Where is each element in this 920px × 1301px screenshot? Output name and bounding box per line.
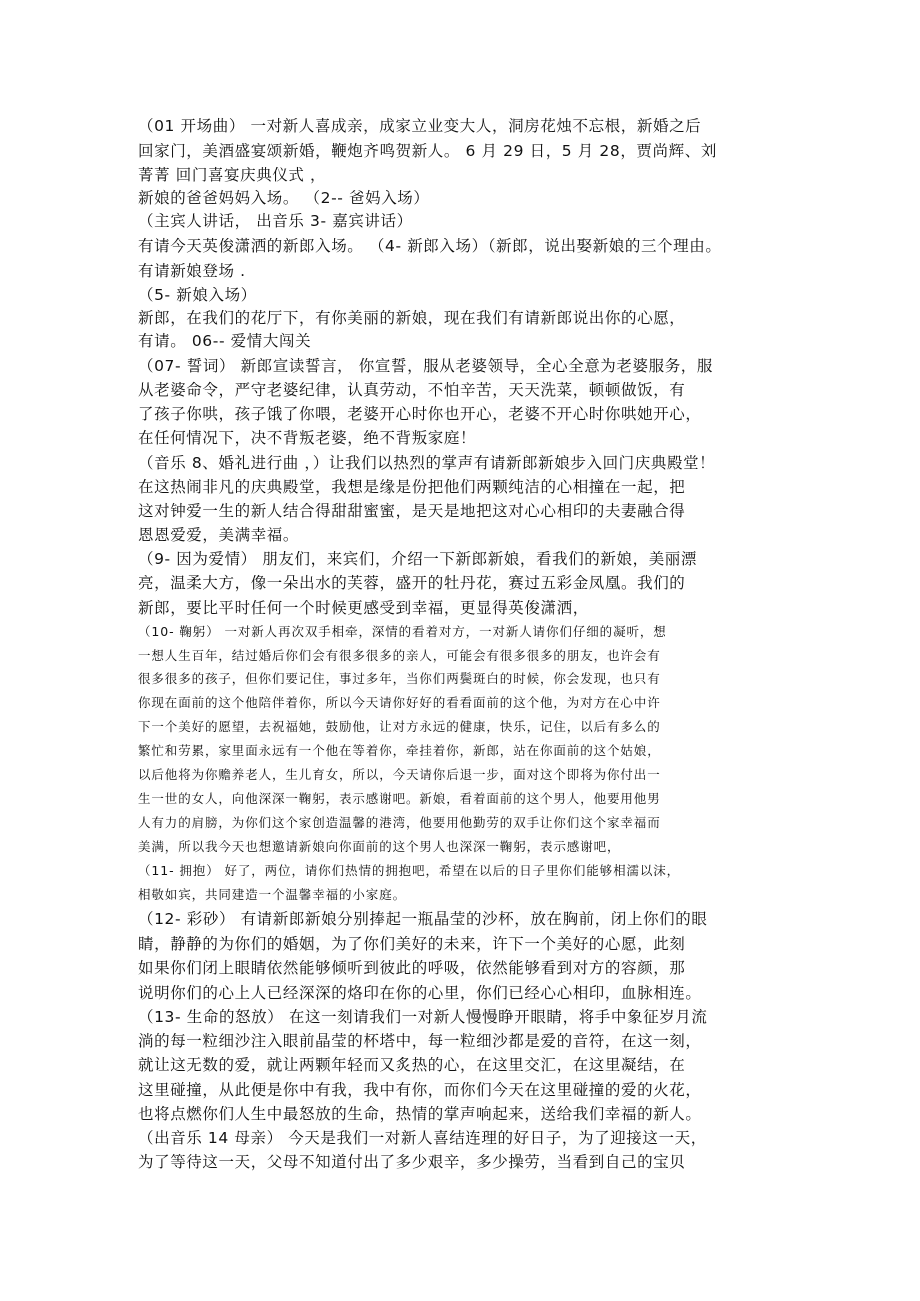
text-line: （01 开场曲） 一对新人喜成亲，成家立业变大人，洞房花烛不忘根，新婚之后	[138, 117, 702, 135]
text-line: 这对钟爱一生的新人结合得甜甜蜜蜜，是天是地把这对心心相印的夫妻融合得	[138, 502, 686, 520]
text-line: 生一世的女人，向他深深一鞠躬，表示感谢吧。新娘，看着面前的这个男人，他要用他男	[138, 791, 661, 806]
text-line: 这里碰撞，从此便是你中有我，我中有你，而你们今天在这里碰撞的爱的火花，	[138, 1081, 702, 1099]
text-line: （07- 誓词） 新郎宣读誓言， 你宣誓，服从老婆领导，全心全意为老婆服务，服	[138, 357, 713, 375]
text-line: 有请今天英俊潇洒的新郎入场。 （4- 新郎入场）（新郎，说出娶新娘的三个理由。	[138, 237, 722, 255]
text-line: （12- 彩砂） 有请新郎新娘分别捧起一瓶晶莹的沙杯，放在胸前，闭上你们的眼	[138, 910, 708, 928]
text-line: 在这热闹非凡的庆典殿堂，我想是缘是份把他们两颗纯洁的心相撞在一起，把	[138, 478, 686, 496]
text-line: 说明你们的心上人已经深深的烙印在你的心里，你们已经心心相印，血脉相连。	[138, 984, 702, 1002]
text-line: 就让这无数的爱，就让两颗年轻而又炙热的心，在这里交汇，在这里凝结，在	[138, 1056, 686, 1074]
text-line: 恩恩爱爱，美满幸福。	[138, 526, 300, 544]
text-line: 为了等待这一天，父母不知道付出了多少艰辛，多少操劳，当看到自己的宝贝	[138, 1153, 686, 1171]
text-line: 繁忙和劳累，家里面永远有一个他在等着你，牵挂着你，新郎，站在你面前的这个姑娘，	[138, 743, 661, 758]
text-line: （11- 拥抱） 好了，两位，请你们热情的拥抱吧，希望在以后的日子里你们能够相濡以沫，	[138, 863, 681, 878]
text-line: 亮，温柔大方，像一朵出水的芙蓉，盛开的牡丹花，赛过五彩金凤凰。我们的	[138, 574, 686, 592]
text-line: 从老婆命令，严守老婆纪律，认真劳动，不怕辛苦，天天洗菜，顿顿做饭，有	[138, 381, 686, 399]
text-line: 也将点燃你们人生中最怒放的生命，热情的掌声响起来，送给我们幸福的新人。	[138, 1105, 702, 1123]
text-line: 睛，静静的为你们的婚姻，为了你们美好的未来，许下一个美好的心愿，此刻	[138, 935, 686, 953]
text-line: 人有力的肩膀，为你们这个家创造温馨的港湾，他要用他勤劳的双手让你们这个家幸福而	[138, 815, 661, 830]
text-line: 美满，所以我今天也想邀请新娘向你面前的这个男人也深深一鞠躬，表示感谢吧，	[138, 839, 621, 854]
text-line: 下一个美好的愿望，去祝福她，鼓励他，让对方永远的健康，快乐，记住，以后有多么的	[138, 719, 661, 734]
text-line: 如果你们闭上眼睛依然能够倾听到彼此的呼吸，依然能够看到对方的容颜，那	[138, 959, 686, 977]
text-line: 一想人生百年，结过婚后你们会有很多很多的亲人，可能会有很多很多的朋友，也许会有	[138, 648, 661, 663]
text-line: 有请新娘登场 .	[138, 262, 246, 280]
text-line: 有请。 06-- 爱情大闯关	[138, 332, 312, 350]
text-line: 以后他将为你赡养老人，生儿育女，所以，今天请你后退一步，面对这个即将为你付出一	[138, 767, 661, 782]
text-line: （出音乐 14 母亲） 今天是我们一对新人喜结连理的好日子，为了迎接这一天，	[138, 1129, 707, 1147]
text-line: （13- 生命的怒放） 在这一刻请我们一对新人慢慢睁开眼睛，将手中象征岁月流	[138, 1008, 708, 1026]
text-line: 相敬如宾，共同建造一个温馨幸福的小家庭。	[138, 887, 407, 902]
text-line: 新娘的爸爸妈妈入场。 （2-- 爸妈入场）	[138, 189, 430, 207]
text-line: 菁菁 回门喜宴庆典仪式 ，	[138, 166, 327, 184]
text-line: （10- 鞠躬） 一对新人再次双手相牵，深情的看着对方，一对新人请你们仔细的凝听，想	[138, 624, 667, 639]
text-line: （5- 新娘入场）	[138, 286, 257, 304]
text-line: 淌的每一粒细沙注入眼前晶莹的杯塔中，每一粒细沙都是爱的音符，在这一刻，	[138, 1032, 702, 1050]
text-line: 很多很多的孩子，但你们要记住，事过多年，当你们两鬓斑白的时候，你会发现，也只有	[138, 671, 661, 686]
text-line: 新郎，要比平时任何一个时候更感受到幸福，更显得英俊潇洒，	[138, 599, 589, 617]
text-line: 新郎，在我们的花厅下，有你美丽的新娘，现在我们有请新郎说出你的心愿，	[138, 309, 686, 327]
text-line: 在任何情况下，决不背叛老婆，绝不背叛家庭！	[138, 429, 477, 447]
text-line: 你现在面前的这个他陪伴着你，所以今天请你好好的看看面前的这个他，为对方在心中许	[138, 695, 661, 710]
text-line: 了孩子你哄，孩子饿了你喂，老婆开心时你也开心，老婆不开心时你哄她开心，	[138, 405, 702, 423]
text-line: （主宾人讲话， 出音乐 3- 嘉宾讲话）	[138, 212, 413, 230]
text-line: 回家门，美酒盛宴颂新婚，鞭炮齐鸣贺新人。 6 月 29 日，5 月 28，贾尚辉、刘	[138, 142, 717, 160]
text-line: （9- 因为爱情） 朋友们，来宾们，介绍一下新郎新娘，看我们的新娘，美丽漂	[138, 550, 698, 568]
text-line: （音乐 8、婚礼进行曲 ，）让我们以热烈的掌声有请新郎新娘步入回门庆典殿堂！	[138, 454, 716, 472]
